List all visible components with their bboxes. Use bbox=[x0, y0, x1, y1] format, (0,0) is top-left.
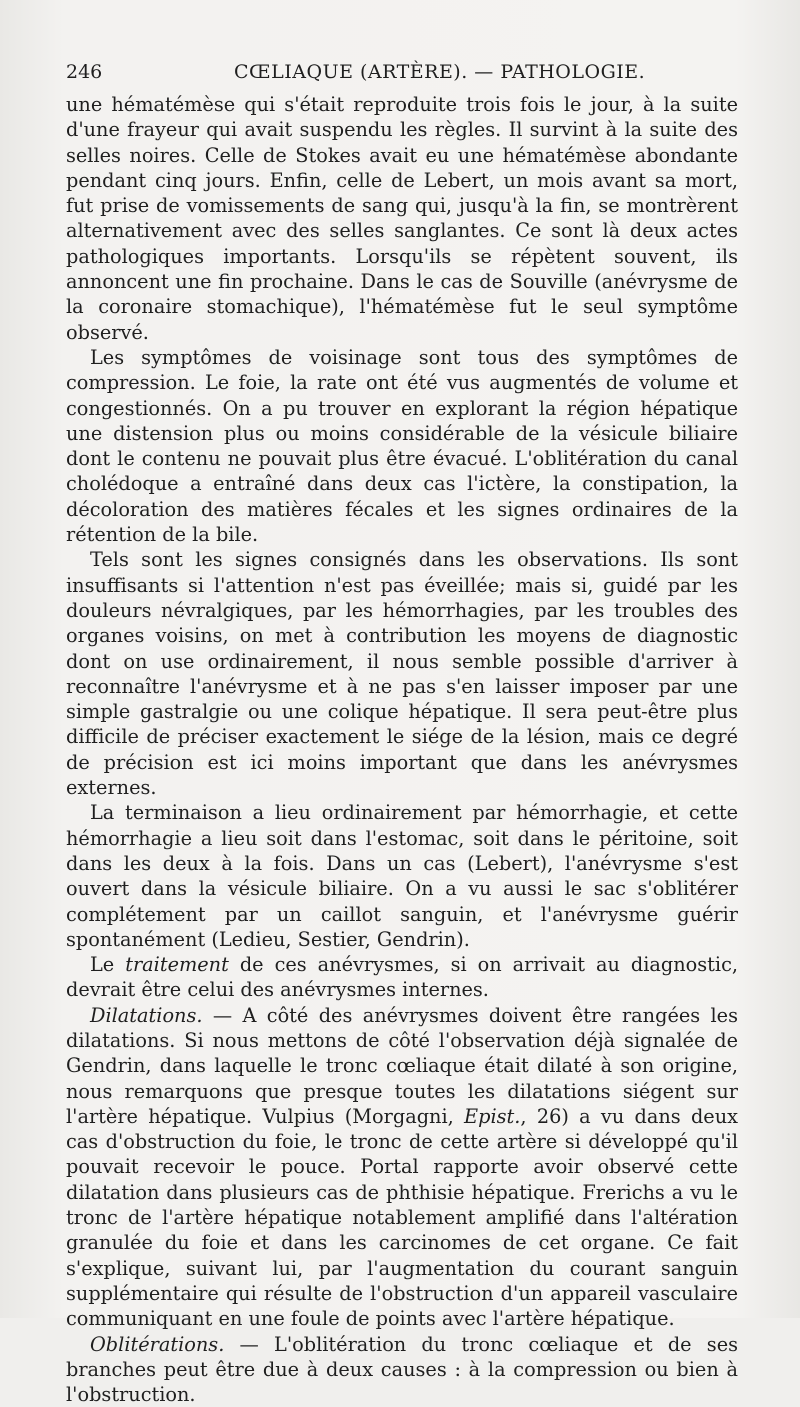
section-heading-obliterations: Oblitérations. bbox=[90, 1332, 225, 1356]
section-heading-dilatations: Dilatations. bbox=[90, 1003, 203, 1027]
running-header bbox=[66, 58, 738, 86]
italic-citation-epist: Epist. bbox=[464, 1104, 521, 1128]
paragraph-signes: Tels sont les signes consignés dans les observations. Ils sont insuffisants si l'attention n'est pas éveillée; mais si, guidé par les douleurs névralgiques, par les hémorrhagies, par les troubles des organes voisins, on met à contribution les moyens de diagnostic dont on use ordinairement, il nous semble possible d'arriver à reconnaître l'anévrysme et à ne pas s'en laisser imposer par une simple gastralgie ou une colique hépatique. Il sera peut-être plus difficile de préciser exactement le siége de la lésion, mais ce degré de précision est ici moins important que dans les anévrysmes externes. bbox=[66, 548, 738, 800]
page-number: 246 bbox=[66, 61, 103, 83]
body-text bbox=[66, 92, 738, 1407]
paragraph-obliterations bbox=[66, 1332, 738, 1407]
text-run: , 26) a vu dans deux cas d'obstruction du foie, le tronc de cette artère si développé qu'il pouvait recevoir le pouce. Portal rapporte avoir observé cette dilatation dans plusieurs cas de phthisie hépatique. Frerichs a vu le tronc de l'artère hépatique notablement amplifié dans l'altération granulée du foie et dans les carcinomes de cet organe. Ce fait s'explique, suivant lui, par l'augmentation du courant sanguin supplémentaire qui résulte de l'obstruction d'un appareil vasculaire communiquant en une foule de points avec l'artère hépatique. bbox=[66, 1104, 738, 1331]
paragraph-traitement bbox=[66, 952, 738, 1003]
text-run: — L'oblitération du tronc cœliaque et de ses branches peut être due à deux causes : à la compression ou bien à l'obstruction. bbox=[66, 1332, 738, 1407]
paragraph-hematemese: une hématémèse qui s'était reproduite trois fois le jour, à la suite d'une frayeur qui avait suspendu les règles. Il survint à la suite des selles noires. Celle de Stokes avait eu une hématémèse abondante pendant cinq jours. Enfin, celle de Lebert, un mois avant sa mort, fut prise de vomissements de sang qui, jusqu'à la fin, se montrèrent alternativement avec des selles sanglantes. Ce sont là deux actes pathologiques importants. Lorsqu'ils se répètent souvent, ils annoncent une fin prochaine. Dans le cas de Souville (anévrysme de la coronaire stomachique), l'hématémèse fut le seul symptôme observé. bbox=[66, 93, 738, 344]
paragraph-terminaison: La terminaison a lieu ordinairement par hémorrhagie, et cette hémorrhagie a lieu soit dans l'estomac, soit dans le péritoine, soit dans les deux à la fois. Dans un cas (Lebert), l'anévrysme s'est ouvert dans la vésicule biliaire. On a vu aussi le sac s'oblitérer complétement par un caillot sanguin, et l'anévrysme guérir spontanément (Ledieu, Sestier, Gendrin). bbox=[66, 801, 738, 951]
text-run: — A côté des anévrysmes doivent être rangées les dilatations. Si nous mettons de côté l'observation déjà signalée de Gendrin, dans laquelle le tronc cœliaque était dilaté à son origine, nous remarquons que presque toutes les dilatations siégent sur l'artère hépatique. Vulpius (Morgagni, bbox=[66, 1003, 738, 1128]
text-run: de ces anévrysmes, si on arrivait au diagnostic, devrait être celui des anévrysmes internes. bbox=[66, 953, 739, 1002]
running-title: CŒLIAQUE (ARTÈRE). — PATHOLOGIE. bbox=[234, 61, 646, 83]
text-run: Le bbox=[90, 953, 126, 977]
paragraph-dilatations bbox=[66, 1003, 738, 1332]
paragraph-symptomes-voisinage: Les symptômes de voisinage sont tous des symptômes de compression. Le foie, la rate ont été vus augmentés de volume et congestionnés. On a pu trouver en explorant la région hépatique une distension plus ou moins considérable de la vésicule biliaire dont le contenu ne pouvait plus être évacué. L'oblitération du canal cholédoque a entraîné dans deux cas l'ictère, la constipation, la décoloration des matières fécales et les signes ordinaires de la rétention de la bile. bbox=[66, 345, 738, 547]
italic-term-traitement: traitement bbox=[125, 953, 229, 977]
